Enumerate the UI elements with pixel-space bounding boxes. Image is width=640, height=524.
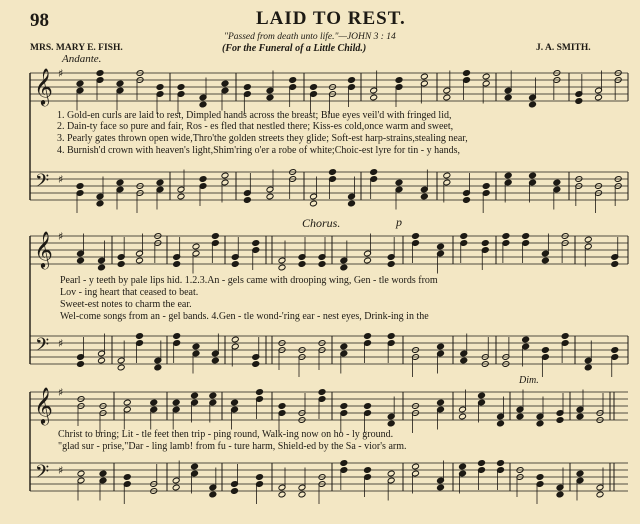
note-head — [211, 233, 219, 240]
note-head — [191, 392, 199, 399]
note-head — [99, 470, 107, 477]
note-head — [502, 233, 510, 240]
key-signature-sharp: ♯ — [58, 464, 64, 477]
note-head — [136, 257, 144, 264]
note-head — [463, 197, 471, 204]
page-number: 98 — [30, 10, 49, 31]
note-head — [420, 73, 428, 80]
note-head — [340, 264, 348, 271]
system3-lyric-line-1: Christ to bring; Lit - tle feet then trip - ping round, Walk-ing now on ho - ly ground. — [58, 429, 394, 440]
note-head — [318, 389, 326, 396]
note-head — [177, 193, 185, 200]
note-head — [156, 179, 164, 186]
note-head — [136, 333, 144, 340]
note-head — [96, 200, 104, 207]
note-head — [173, 333, 181, 340]
note-head — [536, 474, 544, 481]
note-head — [76, 183, 84, 190]
composer-credit: J. A. SMITH. — [536, 43, 591, 53]
note-head — [596, 491, 604, 498]
tempo-marking: Andante. — [62, 53, 102, 65]
note-head — [98, 357, 106, 364]
note-head — [576, 470, 584, 477]
note-head — [370, 169, 378, 176]
note-head — [387, 333, 395, 340]
note-head — [211, 357, 219, 364]
note-head — [387, 470, 395, 477]
note-head — [561, 333, 569, 340]
note-head — [478, 392, 486, 399]
chorus-marking: Chorus. — [302, 216, 341, 230]
note-head — [116, 80, 124, 87]
note-head — [556, 491, 564, 498]
note-head — [298, 491, 306, 498]
note-head — [252, 240, 260, 247]
note-head — [289, 77, 297, 84]
note-head — [310, 200, 318, 207]
verse-4-lyric: 4. Burnish'd crown with heaven's light,Shim'ring o'er a robe of white;Choic-est lyre for tin - y hands, — [57, 145, 460, 156]
song-title: LAID TO REST. — [256, 8, 406, 29]
note-head — [370, 94, 378, 101]
note-head — [437, 343, 445, 350]
note-head — [278, 491, 286, 498]
note-head — [437, 243, 445, 250]
note-head — [177, 84, 185, 91]
system2-lyric-line-2: Lov - ing heart that ceased to beat. — [60, 287, 199, 298]
verse-1-lyric: 1. Gold-en curls are laid to rest, Dimpled hands across the breast; Blue eyes veil'd with fringed lid, — [57, 110, 452, 121]
note-head — [497, 420, 505, 427]
note-head — [395, 179, 403, 186]
note-head — [117, 364, 125, 371]
note-head — [256, 389, 264, 396]
note-head — [340, 460, 348, 467]
note-head — [541, 347, 549, 354]
note-head — [221, 172, 229, 179]
note-head — [192, 243, 200, 250]
note-head — [482, 73, 490, 80]
note-head — [278, 403, 286, 410]
note-head — [460, 357, 468, 364]
note-head — [387, 420, 395, 427]
note-head — [364, 403, 372, 410]
note-head — [156, 84, 164, 91]
note-head — [522, 336, 530, 343]
note-head — [460, 233, 468, 240]
note-head — [172, 399, 180, 406]
note-head — [243, 84, 251, 91]
diminuendo-marking: Dim. — [519, 375, 539, 386]
note-head — [340, 403, 348, 410]
note-head — [231, 261, 239, 268]
note-head — [482, 183, 490, 190]
note-head — [192, 343, 200, 350]
note-head — [209, 491, 217, 498]
note-head — [318, 261, 326, 268]
note-head — [575, 98, 583, 105]
note-head — [364, 467, 372, 474]
key-signature-sharp: ♯ — [58, 386, 64, 399]
note-head — [266, 94, 274, 101]
note-head — [481, 240, 489, 247]
note-head — [395, 77, 403, 84]
treble-clef-icon: 𝄞 — [34, 386, 53, 424]
note-head — [412, 463, 420, 470]
note-head — [463, 70, 471, 77]
treble-clef-icon: 𝄞 — [34, 67, 53, 105]
note-head — [199, 176, 207, 183]
note-head — [77, 361, 85, 368]
note-head — [529, 101, 537, 108]
note-head — [172, 484, 180, 491]
note-head — [556, 417, 564, 424]
note-head — [221, 80, 229, 87]
system2-lyric-line-3: Sweet-est notes to charm the ear. — [60, 299, 192, 310]
bass-clef-icon: 𝄢 — [35, 171, 50, 196]
key-signature-sharp: ♯ — [58, 67, 64, 80]
note-head — [497, 460, 505, 467]
bass-clef-icon: 𝄢 — [35, 335, 50, 360]
note-head — [77, 470, 85, 477]
note-head — [348, 200, 356, 207]
note-head — [536, 420, 544, 427]
note-head — [154, 364, 162, 371]
note-head — [478, 460, 486, 467]
note-head — [576, 413, 584, 420]
note-head — [231, 488, 239, 495]
note-head — [420, 193, 428, 200]
note-head — [76, 80, 84, 87]
note-head — [96, 70, 104, 77]
occasion-subtitle: (For the Funeral of a Little Child.) — [222, 43, 367, 54]
note-head — [504, 172, 512, 179]
note-head — [443, 94, 451, 101]
note-head — [611, 347, 619, 354]
note-head — [298, 261, 306, 268]
note-head — [584, 236, 592, 243]
note-head — [77, 257, 85, 264]
note-head — [150, 399, 158, 406]
epigraph: "Passed from death unto life."—JOHN 3 : 14 — [224, 32, 396, 42]
author-credit: MRS. MARY E. FISH. — [30, 43, 123, 53]
note-head — [199, 101, 207, 108]
system3-lyric-line-2: "glad sur - prise,"Dar - ling lamb! from fu - ture harm, Shield-ed by the Sa - vior's arm. — [58, 441, 407, 452]
note-head — [387, 261, 395, 268]
verse-2-lyric: 2. Dain-ty face so pure and fair, Ros - es fled that nestled there; Kiss-es cold,once warm and sweet, — [57, 121, 454, 132]
note-head — [266, 193, 274, 200]
note-head — [173, 261, 181, 268]
note-head — [123, 474, 131, 481]
note-head — [553, 179, 561, 186]
note-head — [231, 399, 239, 406]
note-head — [209, 392, 217, 399]
note-head — [437, 399, 445, 406]
note-head — [529, 172, 537, 179]
note-head — [437, 484, 445, 491]
key-signature-sharp: ♯ — [58, 230, 64, 243]
note-head — [443, 172, 451, 179]
note-head — [595, 94, 603, 101]
note-head — [252, 361, 260, 368]
note-head — [364, 257, 372, 264]
note-head — [516, 413, 524, 420]
treble-clef-icon: 𝄞 — [34, 230, 53, 268]
note-head — [117, 261, 125, 268]
note-head — [541, 257, 549, 264]
note-head — [98, 264, 106, 271]
bass-clef-icon: 𝄢 — [35, 462, 50, 487]
note-head — [231, 336, 239, 343]
note-head — [116, 179, 124, 186]
note-head — [412, 233, 420, 240]
note-head — [364, 333, 372, 340]
note-head — [340, 343, 348, 350]
system2-lyric-line-4: Wel-come songs from an - gel bands. 4.Gen - tle wond-'ring ear - nest eyes, Drink-ing in the — [60, 311, 429, 322]
note-head — [329, 169, 337, 176]
note-head — [256, 474, 264, 481]
note-head — [348, 77, 356, 84]
note-head — [123, 399, 131, 406]
note-head — [459, 413, 467, 420]
note-head — [459, 463, 467, 470]
note-head — [522, 233, 530, 240]
note-head — [611, 261, 619, 268]
note-head — [243, 197, 251, 204]
note-head — [278, 264, 286, 271]
dynamic-piano-marking: p — [396, 215, 402, 229]
note-head — [191, 463, 199, 470]
key-signature-sharp: ♯ — [58, 173, 64, 186]
key-signature-sharp: ♯ — [58, 337, 64, 350]
note-head — [504, 94, 512, 101]
note-head — [584, 364, 592, 371]
note-head — [310, 84, 318, 91]
system2-lyric-line-1: Pearl - y teeth by pale lips hid. 1.2.3.An - gels came with drooping wing, Gen - tle words from — [60, 275, 438, 286]
verse-3-lyric: 3. Pearly gates thrown open wide,Thro'the golden streets they glide; Soft-est harp-strains,stealing near, — [57, 133, 468, 144]
